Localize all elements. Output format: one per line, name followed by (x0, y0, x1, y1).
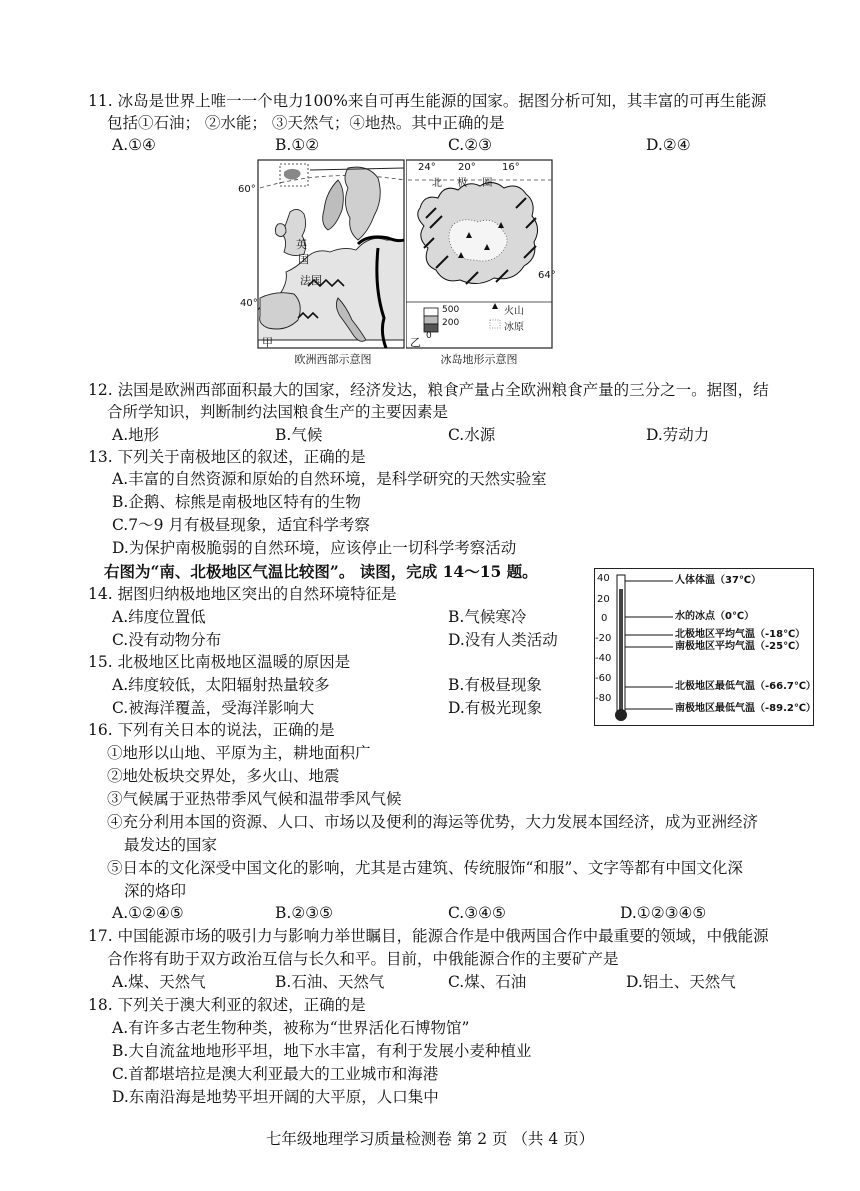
map-b-panel-label: 乙 (410, 336, 421, 349)
q15-stem: 15. 北极地区比南极地区温暖的原因是 (88, 653, 351, 671)
q14-option-a: A.纬度位置低 (112, 608, 206, 626)
q11-stem-line2: 包括①石油； ②水能； ③天然气；④地热。其中正确的是 (107, 114, 505, 132)
q17-option-d: D.铝土、天然气 (626, 973, 736, 991)
q17-option-c: C.煤、石油 (448, 973, 527, 991)
arctic-circle-label: 北 极 圈 (432, 178, 499, 189)
q14-stem: 14. 据图归纳极地地区突出的自然环境特征是 (88, 585, 397, 603)
label-freezing-point: 水的冰点（0℃） (675, 611, 755, 622)
map-a-panel-label: 甲 (262, 336, 273, 349)
q16-item-5: ⑤日本的文化深受中国文化的影响，尤其是古建筑、传统服饰“和服”、文字等都有中国文化深 (107, 859, 743, 877)
q11-option-c: C.②③ (448, 136, 493, 154)
q16-option-b: B.②③⑤ (275, 904, 334, 922)
q18-option-d: D.东南沿海是地势平坦开阔的大平原，人口集中 (112, 1088, 439, 1106)
label-body-temp: 人体体温（37℃） (675, 575, 762, 586)
q12-option-c: C.水源 (448, 426, 496, 444)
q14-option-c: C.没有动物分布 (112, 631, 222, 649)
legend-500: 500 (442, 305, 460, 315)
tick-minus-40: -40 (595, 653, 612, 664)
q11-option-b: B.①② (275, 136, 320, 154)
tick-40: 40 (597, 573, 610, 584)
q16-item-4-cont: 最发达的国家 (124, 836, 218, 854)
q16-item-5-cont: 深的烙印 (124, 882, 187, 900)
q16-stem: 16. 下列有关日本的说法，正确的是 (88, 721, 335, 739)
q13-option-b: B.企鹅、棕熊是南极地区特有的生物 (112, 493, 361, 511)
q16-option-a: A.①②④⑤ (112, 904, 184, 922)
label-uk: 英 (296, 238, 307, 251)
q13-option-d: D.为保护南极脆弱的自然环境，应该停止一切科学考察活动 (112, 539, 517, 557)
tick-20: 20 (597, 594, 610, 605)
tick-0: 0 (601, 613, 608, 624)
q14-option-b: B.气候寒冷 (448, 608, 527, 626)
map-a-caption: 欧洲西部示意图 (294, 353, 372, 366)
label-arctic-min: 北极地区最低气温（-66.7℃） (675, 681, 816, 692)
q12-option-b: B.气候 (275, 426, 323, 444)
map-b-caption: 冰岛地形示意图 (440, 353, 518, 366)
tick-minus-20: -20 (595, 633, 612, 644)
q14-option-d: D.没有人类活动 (448, 631, 558, 649)
tick-minus-60: -60 (595, 673, 612, 684)
legend-200: 200 (442, 318, 460, 328)
q12-stem-line1: 12. 法国是欧洲西部面积最大的国家，经济发达，粮食产量占全欧洲粮食产量的三分之一。据图，结 (88, 381, 769, 399)
q17-option-a: A.煤、天然气 (112, 973, 206, 991)
lat-60-label: 60° (238, 184, 256, 195)
q12-option-a: A.地形 (112, 426, 160, 444)
q17-stem-line2: 合作将有助于双方政治互信与长久和平。目前，中俄能源合作的主要矿产是 (107, 950, 619, 968)
q18-option-b: B.大自流盆地地形平坦，地下水丰富，有利于发展小麦种植业 (112, 1042, 532, 1060)
q13-option-a: A.丰富的自然资源和原始的自然环境，是科学研究的天然实验室 (112, 470, 547, 488)
q13-option-c: C.7～9 月有极昼现象，适宜科学考察 (112, 516, 370, 534)
q16-option-c: C.③④⑤ (448, 904, 506, 922)
q17-option-b: B.石油、天然气 (275, 973, 385, 991)
western-europe-map (238, 158, 406, 368)
q18-option-c: C.首都堪培拉是澳大利亚最大的工业城市和海港 (112, 1065, 439, 1083)
q11-option-a: A.①④ (112, 136, 156, 154)
lon-16-label: 16° (502, 162, 520, 173)
label-arctic-avg: 北极地区平均气温（-18℃） (675, 629, 806, 640)
q16-option-d: D.①②③④⑤ (620, 904, 707, 922)
q18-stem: 18. 下列关于澳大利亚的叙述，正确的是 (88, 996, 366, 1014)
q11-option-d: D.②④ (646, 136, 691, 154)
page-footer: 七年级地理学习质量检测卷 第 2 页 （共 4 页） (265, 1130, 595, 1148)
q12-stem-line2: 合所学知识，判断制约法国粮食生产的主要因素是 (107, 403, 449, 421)
q16-item-1: ①地形以山地、平原为主，耕地面积广 (107, 744, 371, 762)
label-antarctic-min: 南极地区最低气温（-89.2℃） (675, 703, 816, 714)
label-uk-2: 国 (298, 253, 309, 266)
q15-option-a: A.纬度较低，太阳辐射热量较多 (112, 676, 330, 694)
legend-glacier-label: 冰原 (504, 322, 524, 333)
lon-24-label: 24° (418, 162, 436, 173)
lat-64-label: 64° (538, 270, 556, 281)
q15-option-b: B.有极昼现象 (448, 676, 542, 694)
legend-0: 0 (426, 331, 432, 341)
iceland-map (406, 158, 556, 368)
q13-stem: 13. 下列关于南极地区的叙述，正确的是 (88, 448, 366, 466)
q16-item-4: ④充分利用本国的资源、人口、市场以及便利的海运等优势，大力发展本国经济，成为亚洲经济 (107, 813, 759, 831)
label-france: 法国 (300, 274, 322, 287)
legend-volcano-label: 火山 (504, 306, 524, 317)
q16-item-3: ③气候属于亚热带季风气候和温带季风气候 (107, 790, 402, 808)
q16-item-2: ②地处板块交界处，多火山、地震 (107, 767, 340, 785)
lat-40-label: 40° (240, 298, 258, 309)
q15-option-c: C.被海洋覆盖，受海洋影响大 (112, 699, 315, 717)
q15-option-d: D.有极光现象 (448, 699, 543, 717)
q12-option-d: D.劳动力 (646, 426, 710, 444)
q11-stem-line1: 11. 冰岛是世界上唯一一个电力100%来自可再生能源的国家。据图分析可知，其丰富的可再生能源 (88, 92, 767, 110)
label-antarctic-avg: 南极地区平均气温（-25℃） (675, 641, 806, 652)
polar-temperature-figure (594, 568, 814, 726)
tick-minus-80: -80 (595, 693, 612, 704)
q14-15-intro: 右图为“南、北极地区气温比较图”。 读图，完成 14～15 题。 (104, 562, 538, 581)
lon-20-label: 20° (458, 162, 476, 173)
q18-option-a: A.有许多古老生物种类，被称为“世界活化石博物馆” (112, 1019, 470, 1037)
q17-stem-line1: 17. 中国能源市场的吸引力与影响力举世瞩目，能源合作是中俄两国合作中最重要的领域，中俄能源 (88, 927, 769, 945)
